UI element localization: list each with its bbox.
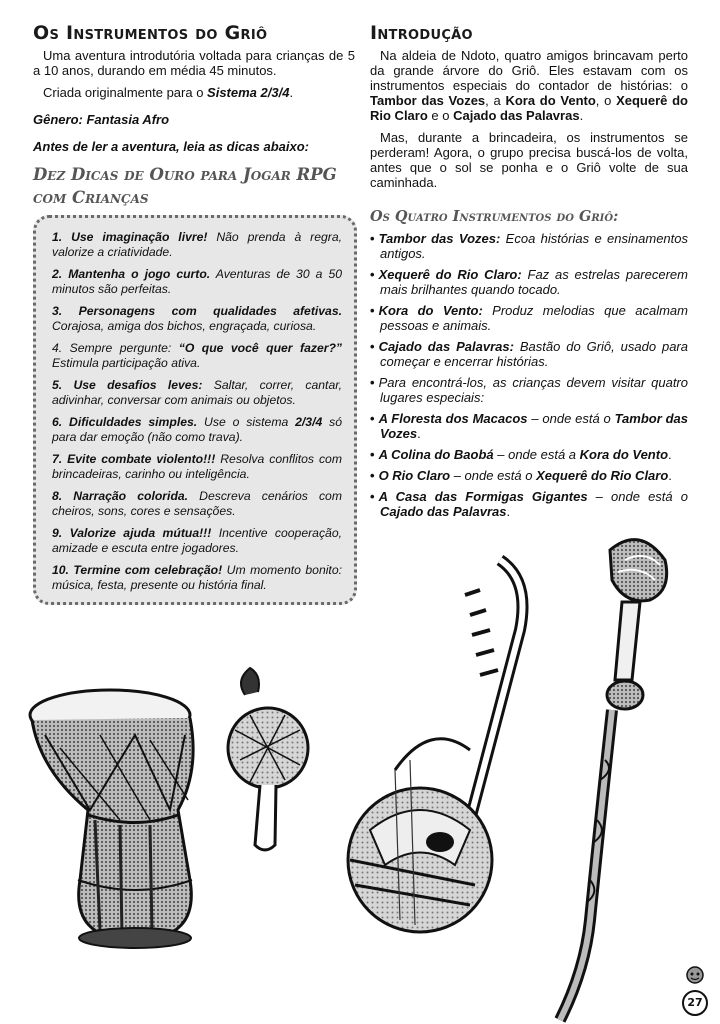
lost-paragraph: Mas, durante a brincadeira, os instrumentos se perderam! Agora, o grupo precisa buscá-los de volta, antes que o sol se ponha e o Griô volte de sua caminhada. [370,130,688,190]
tip-item: 9. Valorize ajuda mútua!!! Incentive cooperação, amizade e escuta entre jogadores. [52,526,342,555]
instruments-illustration [0,520,720,1024]
page-number [682,965,708,1016]
tip-item: 10. Termine com celebração! Um momento bonito: música, festa, presente ou história final. [52,563,342,592]
tip-item: 3. Personagens com qualidades afetivas. Corajosa, amiga dos bichos, engraçada, curiosa. [52,304,342,333]
list-item: • Kora do Vento: Produz melodias que acalmam pessoas e animais. [370,303,688,333]
tip-item: 1. Use imaginação livre! Não prenda à regra, valorize a criatividade. [52,230,342,259]
staff-icon [560,540,667,1020]
instruments-title: Os Quatro Instrumentos do Griô: [370,208,619,225]
instruments-list [370,231,688,519]
before-read-line: Antes de ler a aventura, leia as dicas abaixo: [33,139,310,154]
list-item: • Cajado das Palavras: Bastão do Griô, usado para começar e encerrar histórias. [370,339,688,369]
mascot-icon [684,965,706,985]
tip-item: 6. Dificuldades simples. Use o sistema 2/3/4 só para dar emoção (não como trava). [52,415,342,444]
list-item: • A Casa das Formigas Gigantes – onde está o Cajado das Palavras. [370,489,688,519]
drum-icon [30,690,193,948]
list-item: • Para encontrá-los, as crianças devem visitar quatro lugares especiais: [370,375,688,405]
list-item: • Tambor das Vozes: Ecoa histórias e ensinamentos antigos. [370,231,688,261]
created-line: Criada originalmente para o Sistema 2/3/4. [43,85,294,100]
list-item: • A Colina do Baobá – onde está a Kora do Vento. [370,447,688,462]
adventure-title: Os Instrumentos do Griô [33,22,268,44]
list-item: • Xequerê do Rio Claro: Faz as estrelas parecerem mais brilhantes quando tocado. [370,267,688,297]
shaker-icon [228,668,308,850]
tip-item: 7. Evite combate violento!!! Resolva conflitos com brincadeiras, carinho ou inteligência. [52,452,342,481]
tip-item: 8. Narração colorida. Descreva cenários com cheiros, sons, cores e sensações. [52,489,342,518]
left-column [33,22,355,605]
intro-paragraph: Na aldeia de Ndoto, quatro amigos brincavam perto da grande árvore do Griô. Eles estavam com os instrumentos especiais do contador de histórias: o Tambor das Vozes, a Kora do Vento, o Xequerê do Rio Claro e o Cajado das Palavras. [370,48,688,123]
tip-item: 4. Sempre pergunte: “O que você quer fazer?” Estimula participação ativa. [52,341,343,370]
page-number-label: 27 [682,990,708,1016]
genre-line: Gênero: Fantasia Afro [33,112,170,127]
intro-title: Introdução [370,22,473,44]
list-item: • A Floresta dos Macacos – onde está o Tambor das Vozes. [370,411,688,441]
right-column [370,22,688,525]
tip-item: 5. Use desafios leves: Saltar, correr, cantar, adivinhar, conversar com animais ou objetos. [52,378,342,407]
adventure-intro: Uma aventura introdutória voltada para crianças de 5 a 10 anos, durando em média 45 minutos. [33,48,355,78]
list-item: • O Rio Claro – onde está o Xequerê do Rio Claro. [370,468,688,483]
tips-title: Dez Dicas de Ouro para Jogar RPG com Crianças [33,165,337,207]
kora-icon [348,560,523,932]
tip-item: 2. Mantenha o jogo curto. Aventuras de 30 a 50 minutos são perfeitas. [52,267,343,296]
